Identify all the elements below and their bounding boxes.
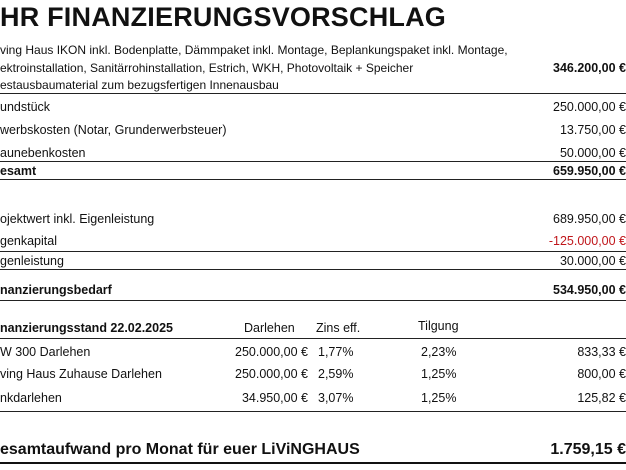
package-description-line: ving Haus IKON inkl. Bodenplatte, Dämmpaket inkl. Montage, Beplankungspaket inkl. Montage, (0, 43, 508, 57)
divider (0, 93, 626, 94)
need-amount: 534.950,00 € (553, 283, 626, 297)
column-header-rate: Zins eff. (316, 321, 361, 335)
divider (0, 179, 626, 180)
loan-row-label: nkdarlehen (0, 391, 62, 405)
monthly-total-label: esamtaufwand pro Monat für euer LiViNGHAUS (0, 441, 360, 458)
package-amount: 346.200,00 € (553, 61, 626, 75)
loan-row-label: ving Haus Zuhause Darlehen (0, 367, 162, 381)
project-label: genkapital (0, 234, 57, 248)
loan-row-rate: 1,77% (318, 345, 354, 359)
loan-row-amount: 250.000,00 € (235, 367, 308, 381)
loan-row-rate: 2,59% (318, 367, 354, 381)
monthly-total-amount: 1.759,15 € (550, 441, 626, 458)
divider (0, 161, 626, 162)
divider (0, 462, 626, 464)
cost-amount: 50.000,00 € (559, 146, 626, 160)
package-description-line: estausbaumaterial zum bezugsfertigen Innenausbau (0, 78, 279, 92)
loan-row-repayment: 1,25% (421, 391, 457, 405)
financing-heading: nanzierungsstand 22.02.2025 (0, 321, 173, 335)
need-label: nanzierungsbedarf (0, 283, 112, 297)
loan-row-monthly: 125,82 € (577, 391, 626, 405)
page-title: HR FINANZIERUNGSVORSCHLAG (0, 2, 447, 32)
column-header-loan: Darlehen (244, 321, 295, 335)
divider (0, 300, 626, 301)
loan-row-amount: 250.000,00 € (235, 345, 308, 359)
package-description-line: ektroinstallation, Sanitärrohinstallation, Estrich, WKH, Photovoltaik + Speicher (0, 61, 414, 75)
project-amount-negative: -125.000,00 € (548, 234, 626, 248)
loan-row-label: W 300 Darlehen (0, 345, 91, 359)
cost-amount: 250.000,00 € (553, 100, 626, 114)
divider (0, 251, 626, 252)
loan-row-monthly: 833,33 € (577, 345, 626, 359)
project-label: genleistung (0, 254, 64, 268)
project-amount: 689.950,00 € (553, 212, 626, 226)
divider (0, 411, 626, 412)
cost-label: undstück (0, 100, 51, 114)
total-amount: 659.950,00 € (553, 164, 626, 178)
cost-label: aunebenkosten (0, 146, 86, 160)
loan-row-rate: 3,07% (318, 391, 354, 405)
divider (0, 269, 626, 270)
loan-row-repayment: 1,25% (421, 367, 457, 381)
loan-row-monthly: 800,00 € (577, 367, 626, 381)
project-amount: 30.000,00 € (559, 254, 626, 268)
cost-label: werbskosten (Notar, Grunderwerbsteuer) (0, 123, 227, 137)
divider (0, 338, 626, 339)
loan-row-amount: 34.950,00 € (241, 391, 308, 405)
total-label: esamt (0, 164, 37, 178)
cost-amount: 13.750,00 € (559, 123, 626, 137)
column-header-repayment: Tilgung (418, 319, 459, 333)
loan-row-repayment: 2,23% (421, 345, 457, 359)
project-label: ojektwert inkl. Eigenleistung (0, 212, 155, 226)
